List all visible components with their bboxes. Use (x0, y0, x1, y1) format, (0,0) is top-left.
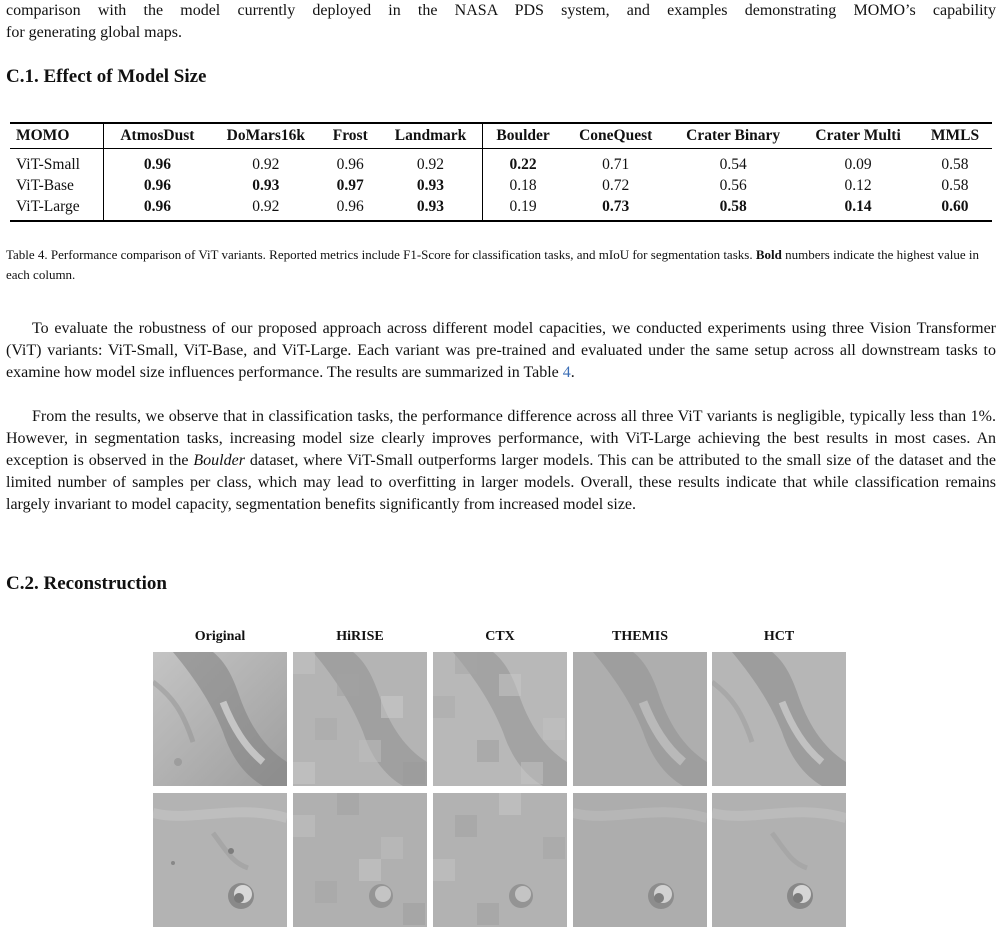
image-tile-hct-row2 (712, 793, 846, 927)
table-cell: 0.96 (143, 197, 171, 215)
table-cell: 0.97 (336, 176, 364, 194)
figure-col-label-ctx: CTX (485, 629, 515, 644)
row-label: ViT-Large (10, 196, 104, 221)
table-cell: 0.96 (336, 197, 364, 215)
paragraph-model-size (6, 318, 996, 384)
col-header-crater-binary: Crater Binary (686, 127, 781, 144)
table-header-row (10, 123, 992, 149)
table-row (10, 175, 992, 196)
table-cell: 0.93 (379, 175, 482, 196)
col-header-crater-multi: Crater Multi (815, 127, 901, 144)
paragraph-results (6, 406, 996, 516)
table-cell: 0.96 (336, 155, 364, 173)
col-header-landmark: Landmark (379, 123, 482, 149)
image-tile-ctx-row2 (433, 793, 567, 927)
table-cell: 0.56 (719, 176, 747, 194)
table-cell: 0.93 (252, 176, 280, 194)
image-tile-original-row1 (153, 652, 287, 786)
table-cell: 0.09 (844, 155, 872, 173)
col-header-mmls: MMLS (930, 127, 980, 144)
table-cell: 0.12 (844, 176, 872, 194)
image-tile-hirise-row2 (293, 793, 427, 927)
table-cell: 0.93 (379, 196, 482, 221)
intro-line-2: for generating global maps. (6, 24, 182, 41)
intro-line-1: comparison with the model currently deployed in the NASA PDS system, and examples demonstrating MOMO’s capability (6, 2, 996, 19)
section-heading-c2: C.2. Reconstruction (6, 573, 167, 594)
image-tile-hct-row1 (712, 652, 846, 786)
table-cell: 0.96 (143, 155, 171, 173)
table-cell: 0.96 (143, 176, 171, 194)
table-row (10, 149, 992, 176)
paragraph-text-end: dataset, where ViT-Small outperforms larger models. This can be attributed to the small size of the dataset and the limited number of samples per class, which may lead to overfitting in larger models. Overall, these results indicate that while classification remains largely invariant to model capacity, segmentation benefits significantly from increased model size. (6, 452, 996, 513)
table-cell: 0.73 (602, 197, 630, 215)
table-caption (6, 245, 996, 285)
results-table (10, 122, 992, 222)
table-cell: 0.22 (509, 155, 537, 173)
figure-col-label-original: Original (194, 629, 246, 644)
table-reference-link[interactable]: 4 (562, 364, 571, 381)
table-cell: 0.58 (941, 176, 969, 194)
table-cell: 0.92 (252, 155, 280, 173)
figure-col-label-hct: HCT (763, 629, 795, 644)
image-tile-original-row2 (153, 793, 287, 927)
table-cell: 0.58 (941, 155, 969, 173)
col-header-domars16k: DoMars16k (226, 127, 306, 144)
image-tile-hirise-row1 (293, 652, 427, 786)
table-cell: 0.72 (602, 176, 630, 194)
dataset-name-italic: Boulder (193, 452, 245, 469)
table-cell: 0.92 (252, 197, 280, 215)
table-cell: 0.18 (509, 176, 537, 194)
table-cell: 0.19 (509, 197, 537, 215)
image-tile-themis-row2 (573, 793, 707, 927)
section-heading-c1: C.1. Effect of Model Size (6, 66, 207, 87)
table-cell: 0.60 (941, 197, 969, 215)
paragraph-text: From the results, we observe that in classification tasks, the performance difference across all three ViT variants is negligible, typically less than 1%. However, in segmentation tasks, increasing model size clearly improves performance, with ViT-Large achieving the best results in most cases. An exception is observed in the (6, 408, 996, 469)
row-label: ViT-Base (10, 175, 104, 196)
caption-bold: Bold (755, 247, 782, 262)
table-cell: 0.54 (719, 155, 747, 173)
caption-text: Table 4. Performance comparison of ViT variants. Reported metrics include F1-Score for classification tasks, and mIoU for segmentation tasks. (6, 247, 756, 262)
table-cell: 0.14 (844, 197, 872, 215)
figure-col-label-hirise: HiRISE (336, 629, 384, 644)
col-header-atmosdust: AtmosDust (120, 127, 195, 144)
table-row (10, 196, 992, 221)
image-tile-ctx-row1 (433, 652, 567, 786)
table-cell: 0.58 (719, 197, 747, 215)
col-header-frost: Frost (332, 127, 368, 144)
col-header-momo: MOMO (10, 123, 104, 149)
figure-col-label-themis: THEMIS (611, 629, 668, 644)
paragraph-text: To evaluate the robustness of our proposed approach across different model capacities, we conducted experiments using three Vision Transformer (ViT) variants: ViT-Small, ViT-Base, and ViT-Large. Each variant was pre-trained and evaluated under the same setup across all downstream tasks to examine how model size influences performance. The results are summarized in Table (6, 320, 996, 381)
caption-text-end: numbers indicate the highest value in each column. (6, 247, 979, 282)
row-label: ViT-Small (10, 149, 104, 176)
paragraph-end: . (570, 364, 575, 381)
table-cell: 0.71 (602, 155, 630, 173)
col-header-boulder: Boulder (496, 127, 550, 144)
table-cell: 0.92 (379, 149, 482, 176)
intro-paragraph (6, 0, 996, 44)
col-header-conequest: ConeQuest (579, 127, 653, 144)
image-tile-themis-row1 (573, 652, 707, 786)
